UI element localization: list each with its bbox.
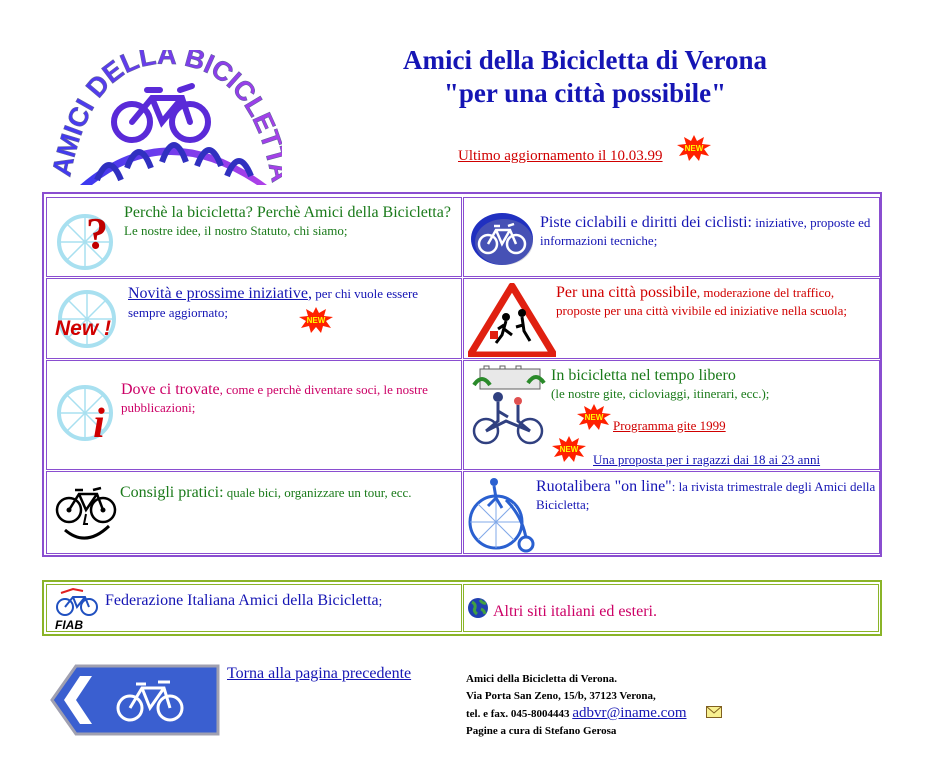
svg-text:AMICI DELLA BICICLETTA: MICI DELLA BICICLE — [52, 50, 282, 161]
credits: Pagine a cura di Stefano Gerosa — [466, 725, 617, 737]
citta-desc: , moderazione del traffico, proposte per una città vivibile ed iniziative nella scuola; — [556, 285, 847, 318]
new-badge-icon — [677, 135, 711, 161]
cell-perche[interactable] — [46, 197, 462, 277]
org-name: Amici della Bicicletta di Verona. — [466, 673, 618, 685]
piste-title[interactable]: Piste ciclabili e diritti dei ciclisti: — [540, 214, 752, 231]
cell-citta[interactable] — [463, 278, 880, 359]
perche-title[interactable]: Perchè la bicicletta? Perchè Amici della Bicicletta? — [124, 204, 451, 221]
fiab-link[interactable]: Federazione Italiana Amici della Bicicletta — [105, 592, 379, 609]
bike-blue-sign-icon — [470, 212, 534, 266]
tempo-desc: (le nostre gite, cicloviaggi, itinerari, ecc.); — [551, 386, 770, 401]
main-menu-table — [42, 192, 882, 557]
piste-desc: iniziative, proposte ed informazioni tecniche; — [540, 215, 871, 248]
back-arrow-bike-sign-icon[interactable] — [50, 664, 220, 736]
question-wheel-icon — [57, 204, 119, 270]
consigli-desc: quale bici, organizzare un tour, ecc. — [223, 485, 412, 500]
tempo-title[interactable]: In bicicletta nel tempo libero — [551, 367, 736, 384]
title-line-1: Amici della Bicicletta di Verona — [403, 45, 767, 75]
cell-novita[interactable]: New ! Novità e prossime iniziative, per chi vuole essere sempre aggiornato; NEW — [46, 278, 462, 359]
page-title — [330, 44, 840, 110]
phone: tel. e fax. 045-8004443 — [466, 708, 570, 720]
svg-text:NEW: NEW — [559, 445, 579, 454]
contact-block — [466, 671, 687, 740]
bike-face-icon — [53, 482, 119, 548]
dove-desc: , come e perchè diventare soci, le nostre pubblicazioni; — [121, 382, 428, 415]
cell-consigli[interactable] — [46, 471, 462, 554]
consigli-title[interactable]: Consigli pratici: — [120, 484, 224, 501]
ruotalibera-title[interactable]: Ruotalibera "on line" — [536, 478, 672, 495]
globe-icon — [467, 597, 489, 619]
ruotalibera-desc: : la rivista trimestrale degli Amici della Bicicletta; — [536, 479, 876, 512]
cell-fiab[interactable]: FIAB Federazione Italiana Amici della Bicicletta; — [46, 584, 462, 632]
citta-title[interactable]: Per una città possibile — [556, 284, 697, 301]
email-link[interactable]: adbvr@iname.com — [572, 705, 687, 721]
svg-text:New !: New ! — [55, 317, 112, 340]
cell-ruotalibera[interactable] — [463, 471, 880, 554]
family-bike-icon — [470, 365, 550, 447]
svg-text:FIAB: FIAB — [55, 618, 83, 631]
fiab-logo-icon — [53, 587, 103, 631]
cell-tempo-libero[interactable] — [463, 360, 880, 470]
altri-siti-link[interactable]: Altri siti italiani ed esteri. — [493, 603, 657, 620]
address: Via Porta San Zeno, 15/b, 37123 Verona, — [466, 690, 656, 702]
novita-link[interactable]: Novità e prossime iniziative — [128, 285, 308, 302]
title-line-2: "per una città possibile" — [443, 78, 727, 108]
logo-bicycle — [52, 50, 282, 190]
mail-envelope-icon[interactable] — [706, 706, 722, 718]
cell-altri-siti[interactable] — [463, 584, 879, 632]
federation-table — [42, 580, 882, 636]
penny-farthing-icon — [466, 476, 536, 554]
cell-dove[interactable] — [46, 360, 462, 470]
new-badge-icon — [577, 404, 611, 430]
last-update-link[interactable]: Ultimo aggiornamento il 10.03.99 — [458, 148, 663, 164]
novita-desc: per chi vuole essere sempre aggiornato; — [128, 286, 419, 320]
new-badge-icon — [552, 436, 586, 462]
cell-piste[interactable] — [463, 197, 880, 277]
info-wheel-icon — [55, 381, 125, 447]
svg-text:NEW: NEW — [306, 316, 326, 325]
children-road-sign-icon — [468, 283, 556, 357]
svg-text:NEW: NEW — [684, 144, 704, 153]
dove-title[interactable]: Dove ci trovate — [121, 381, 220, 398]
svg-text:NEW: NEW — [584, 413, 604, 422]
new-badge-icon — [299, 307, 333, 333]
programma-gite-link[interactable]: Programma gite 1999 — [613, 418, 726, 433]
svg-text:i: i — [93, 401, 105, 447]
new-wheel-icon — [53, 289, 125, 351]
back-link[interactable]: Torna alla pagina precedente — [227, 665, 412, 682]
svg-text:?: ? — [86, 209, 108, 258]
perche-desc: Le nostre idee, il nostro Statuto, chi siamo; — [124, 223, 348, 238]
proposta-ragazzi-link[interactable]: Una proposta per i ragazzi dai 18 ai 23 anni — [593, 452, 821, 467]
